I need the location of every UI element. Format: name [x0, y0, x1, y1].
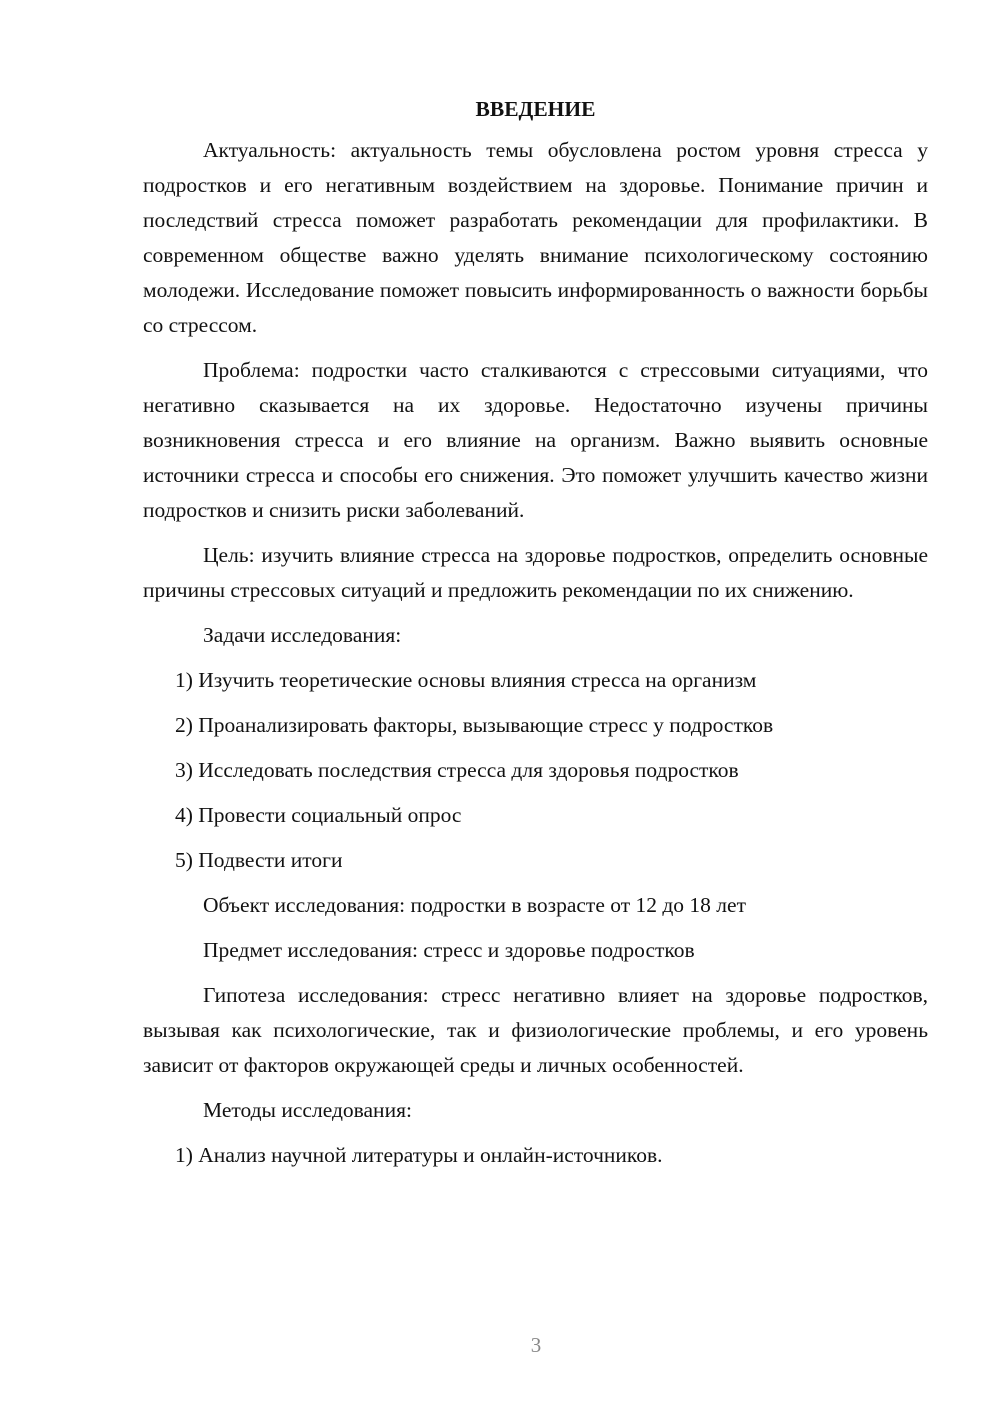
hypothesis-paragraph: Гипотеза исследования: стресс негативно влияет на здоровье подростков, вызывая как психологические, так и физиологические проблемы, и его уровень зависит от факторов окружающей среды и личных особенностей. [143, 983, 928, 1077]
task-item-5: 5) Подвести итоги [175, 848, 343, 872]
page-number: 3 [530, 1333, 542, 1357]
task-item-3: 3) Исследовать последствия стресса для здоровья подростков [175, 758, 739, 782]
tasks-heading: Задачи исследования: [203, 623, 402, 647]
method-item-1: 1) Анализ научной литературы и онлайн-источников. [175, 1143, 663, 1167]
goal-paragraph: Цель: изучить влияние стресса на здоровье подростков, определить основные причины стрессовых ситуаций и предложить рекомендации по их снижению. [143, 543, 928, 602]
task-item-1: 1) Изучить теоретические основы влияния стресса на организм [175, 668, 757, 692]
task-item-4: 4) Провести социальный опрос [175, 803, 462, 827]
problem-paragraph: Проблема: подростки часто сталкиваются с стрессовыми ситуациями, что негативно сказывается на их здоровье. Недостаточно изучены причины возникновения стресса и его влияние на организм. Важно выявить основные источники стресса и способы его снижения. Это поможет улучшить качество жизни подростков и снизить риски заболеваний. [143, 358, 928, 522]
task-item-2: 2) Проанализировать факторы, вызывающие стресс у подростков [175, 713, 774, 737]
relevance-paragraph: Актуальность: актуальность темы обусловлена ростом уровня стресса у подростков и его негативным воздействием на здоровье. Понимание причин и последствий стресса поможет разработать рекомендации для профилактики. В современном обществе важно уделять внимание психологическому состоянию молодежи. Исследование поможет повысить информированность о важности борьбы со стрессом. [143, 138, 928, 337]
methods-heading: Методы исследования: [203, 1098, 412, 1122]
research-object: Объект исследования: подростки в возрасте от 12 до 18 лет [203, 893, 746, 917]
section-title: ВВЕДЕНИЕ [475, 97, 596, 121]
research-subject: Предмет исследования: стресс и здоровье подростков [203, 938, 695, 962]
document-page [143, 92, 928, 1183]
